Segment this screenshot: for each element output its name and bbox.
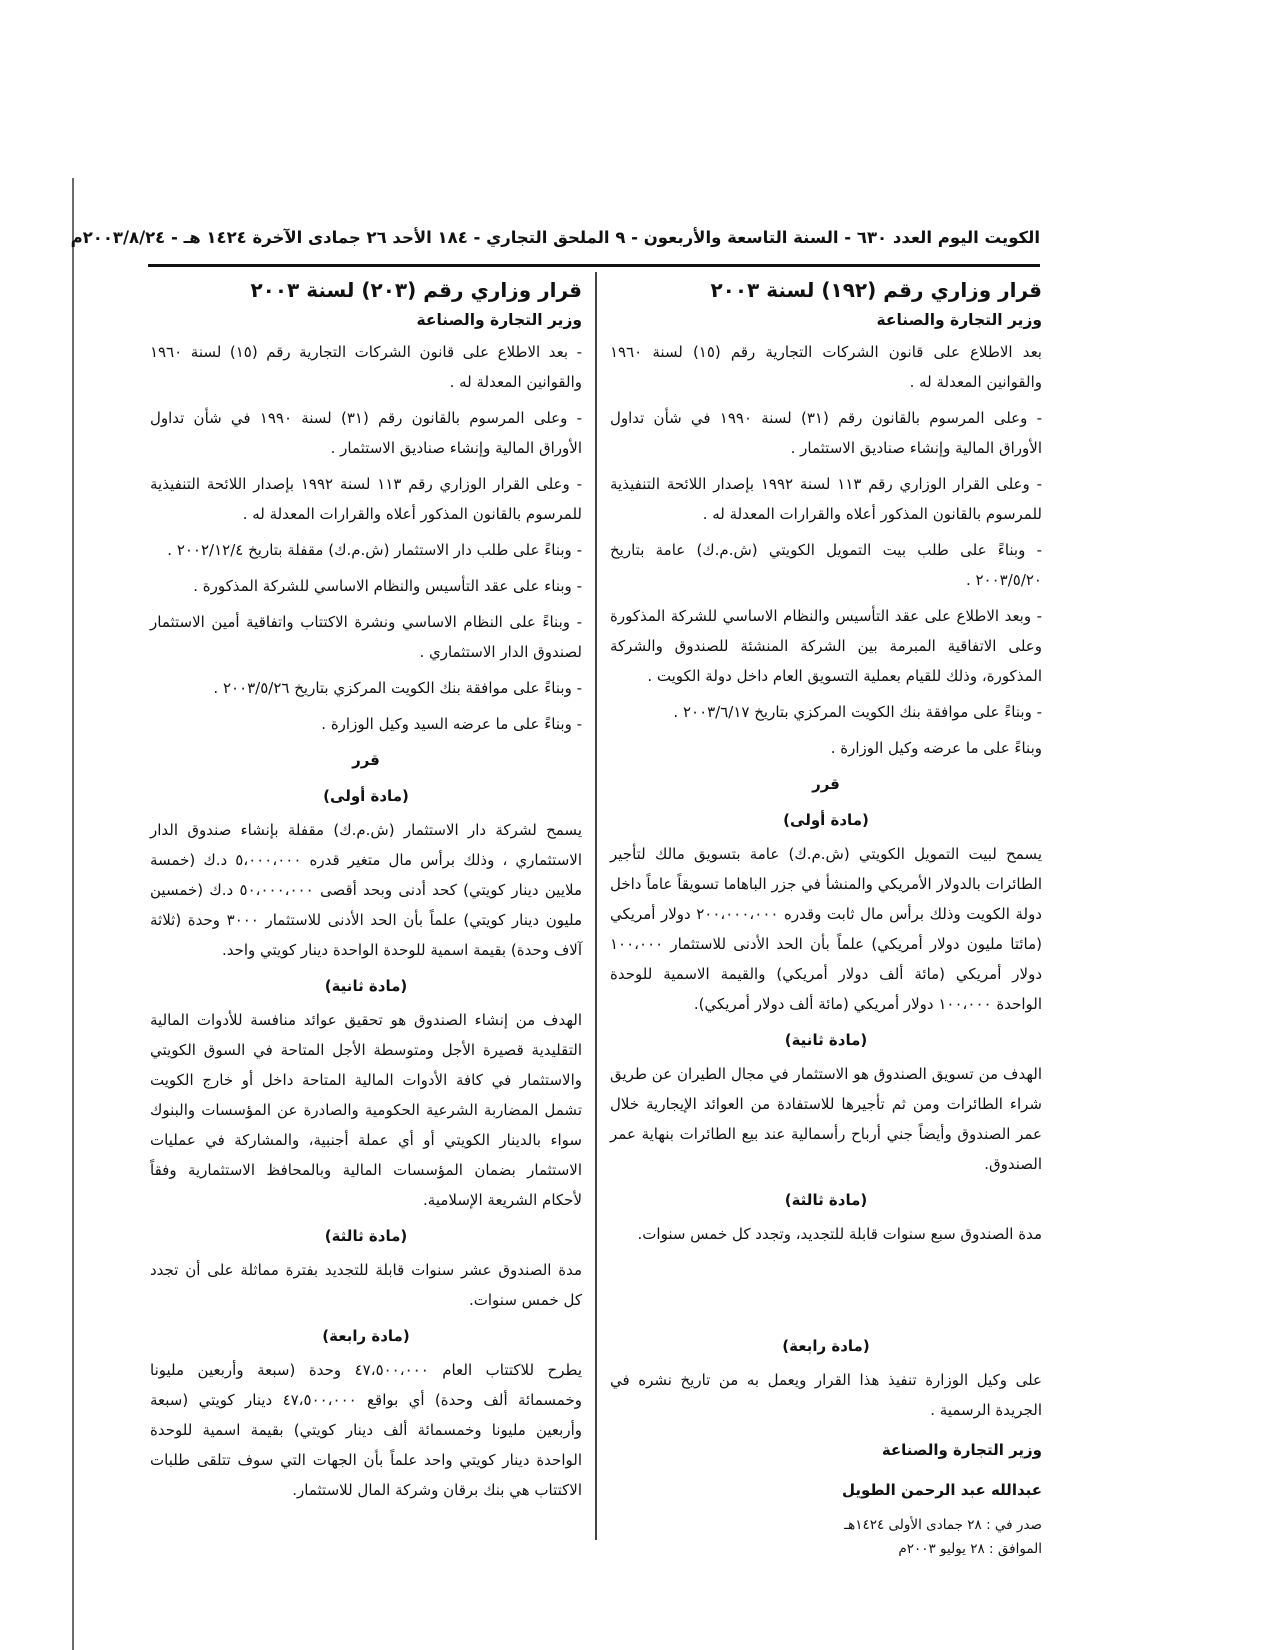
article-4-heading: (مادة رابعة) <box>782 1337 870 1355</box>
decree-192-title: قرار وزاري رقم (١٩٢) لسنة ٢٠٠٣ <box>710 278 1042 302</box>
preamble-paragraph: وبناءً على ما عرضه وكيل الوزارة . <box>830 739 1042 757</box>
preamble-paragraph: - وعلى القرار الوزاري رقم ١١٣ لسنة ١٩٩٢ بإصدار اللائحة التنفيذية للمرسوم بالقانون المذكور أعلاه والقرارات المعدلة له . <box>610 475 1042 523</box>
preamble-paragraph: بعد الاطلاع على قانون الشركات التجارية رقم (١٥) لسنة ١٩٦٠ والقوانين المعدلة له . <box>610 343 1042 391</box>
decree-203-title: قرار وزاري رقم (٢٠٣) لسنة ٢٠٠٣ <box>250 278 582 302</box>
article-2-heading: (مادة ثانية) <box>324 977 408 995</box>
decree-203-issuer: وزير التجارة والصناعة <box>416 311 582 329</box>
decree-192-issuer: وزير التجارة والصناعة <box>876 311 1042 329</box>
signatory-name: عبدالله عبد الرحمن الطويل <box>841 1481 1042 1499</box>
column-divider <box>595 272 597 1540</box>
article-3-text: مدة الصندوق سبع سنوات قابلة للتجديد، وتجدد كل خمس سنوات. <box>637 1225 1042 1243</box>
issued-date-hijri: صدر في : ٢٨ جمادى الأولى ١٤٢٤هـ <box>844 1517 1042 1533</box>
decree-203-column <box>150 275 582 1545</box>
preamble-paragraph: - وبناءً على طلب دار الاستثمار (ش.م.ك) مقفلة بتاريخ ٢٠٠٢/١٢/٤ . <box>167 541 582 559</box>
decided-heading: قرر <box>812 775 840 793</box>
article-4-text: يطرح للاكتتاب العام ٤٧،٥٠٠،٠٠٠ وحدة (سبعة وأربعين مليونا وخمسمائة ألف وحدة) أي بواقع ٤٧،٥٠٠،٠٠٠ دينار كويتي (سبعة وأربعين مليونا وخمسمائة ألف دينار كويتي) بقيمة اسمية للوحدة الواحدة دينار كويتي واحد علماً بأن الجهات التي سوف تتلقى طلبات الاكتتاب هي بنك برقان وشركة المال للاستثمار. <box>150 1361 583 1499</box>
issued-date-gregorian: الموافق : ٢٨ يوليو ٢٠٠٣م <box>898 1541 1042 1557</box>
article-1-heading: (مادة أولى) <box>323 787 409 805</box>
article-3-text: مدة الصندوق عشر سنوات قابلة للتجديد بفترة مماثلة على أن تجدد كل خمس سنوات. <box>150 1261 582 1309</box>
preamble-paragraph: - وبناءً على موافقة بنك الكويت المركزي بتاريخ ٢٠٠٣/٥/٢٦ . <box>213 679 582 697</box>
preamble-paragraph: - بعد الاطلاع على قانون الشركات التجارية رقم (١٥) لسنة ١٩٦٠ والقوانين المعدلة له . <box>150 343 582 391</box>
article-1-text: يسمح لشركة دار الاستثمار (ش.م.ك) مقفلة بإنشاء صندوق الدار الاستثماري ، وذلك برأس مال متغير قدره ٥،٠٠٠،٠٠٠ د.ك (خمسة ملايين دينار كويتي) كحد أدنى وبحد أقصى ٥٠،٠٠٠،٠٠٠ د.ك (خمسين مليون دينار كويتي) علماً بأن الحد الأدنى للاستثمار ٣٠٠٠ وحدة (ثلاثة آلاف وحدة) بقيمة اسمية للوحدة الواحدة دينار كويتي واحد. <box>150 821 582 959</box>
article-2-heading: (مادة ثانية) <box>784 1031 868 1049</box>
preamble-paragraph: - وعلى المرسوم بالقانون رقم (٣١) لسنة ١٩٩٠ في شأن تداول الأوراق المالية وإنشاء صناديق الاستثمار . <box>610 409 1042 457</box>
preamble-paragraph: - وبناءً على موافقة بنك الكويت المركزي بتاريخ ٢٠٠٣/٦/١٧ . <box>673 703 1042 721</box>
article-4-text: على وكيل الوزارة تنفيذ هذا القرار ويعمل به من تاريخ نشره في الجريدة الرسمية . <box>610 1371 1042 1419</box>
header-rule <box>148 264 1040 267</box>
preamble-paragraph: - وعلى المرسوم بالقانون رقم (٣١) لسنة ١٩٩٠ في شأن تداول الأوراق المالية وإنشاء صناديق الاستثمار . <box>150 409 582 457</box>
article-1-text: يسمح لبيت التمويل الكويتي (ش.م.ك) عامة بتسويق مالك لتأجير الطائرات بالدولار الأمريكي والمنشأ في جزر الباهاما تسويقاً عاماً داخل دولة الكويت وذلك برأس مال ثابت وقدره ٢٠٠،٠٠٠،٠٠٠ دولار أمريكي (مائتا مليون دولار أمريكي) علماً بأن الحد الأدنى للاستثمار ١٠٠،٠٠٠ دولار أمريكي (مائة ألف دولار أمريكي) والقيمة الاسمية للوحدة الواحدة ١٠٠،٠٠٠ دولار أمريكي (مائة ألف دولار أمريكي). <box>610 845 1042 1013</box>
gazette-header: الكويت اليوم العدد ٦٣٠ - السنة التاسعة والأربعون - ٩ الملحق التجاري - ١٨٤ الأحد ٢٦ جمادى الآخرة ١٤٢٤ هـ - ٢٠٠٣/٨/٢٤م <box>70 228 1040 247</box>
preamble-paragraph: - وبناءً على ما عرضه السيد وكيل الوزارة . <box>321 715 582 733</box>
preamble-paragraph: - وبعد الاطلاع على عقد التأسيس والنظام الاساسي للشركة المذكورة وعلى الاتفاقية المبرمة بين الشركة المنشئة للصندوق والشركة المذكورة، وذلك للقيام بعملية التسويق العام داخل دولة الكويت . <box>610 607 1042 685</box>
decided-heading: قرر <box>352 751 380 769</box>
article-4-heading: (مادة رابعة) <box>322 1327 410 1345</box>
article-3-heading: (مادة ثالثة) <box>324 1227 408 1245</box>
signatory-title: وزير التجارة والصناعة <box>881 1441 1042 1459</box>
article-2-text: الهدف من تسويق الصندوق هو الاستثمار في مجال الطيران عن طريق شراء الطائرات ومن ثم تأجيرها للاستفادة من العوائد الإيجارية خلال عمر الصندوق وأيضاً جني أرباح رأسمالية عند بيع الطائرات بنهاية عمر الصندوق. <box>610 1065 1042 1173</box>
decree-192-column <box>610 275 1042 1557</box>
article-1-heading: (مادة أولى) <box>783 811 869 829</box>
preamble-paragraph: - وبناء على عقد التأسيس والنظام الاساسي للشركة المذكورة . <box>193 577 582 595</box>
page-margin-line <box>72 178 74 1650</box>
preamble-paragraph: - وبناءً على طلب بيت التمويل الكويتي (ش.م.ك) عامة بتاريخ ٢٠٠٣/٥/٢٠ . <box>610 541 1042 589</box>
article-3-heading: (مادة ثالثة) <box>784 1191 868 1209</box>
preamble-paragraph: - وبناءً على النظام الاساسي ونشرة الاكتتاب واتفاقية أمين الاستثمار لصندوق الدار الاستثماري . <box>150 613 582 661</box>
article-2-text: الهدف من إنشاء الصندوق هو تحقيق عوائد منافسة للأدوات المالية التقليدية قصيرة الأجل ومتوسطة الأجل المتاحة في السوق الكويتي والاستثمار في كافة الأدوات المالية المتاحة داخل أو خارج الكويت تشمل المضاربة الشرعية الحكومية والصادرة عن المؤسسات والبنوك سواء بالدينار الكويتي أو أي عملة أجنبية، والمشاركة في عمليات الاستثمار بضمان المؤسسات المالية وبالمحافظ الاستثمارية وفقاً لأحكام الشريعة الإسلامية. <box>150 1011 582 1209</box>
preamble-paragraph: - وعلى القرار الوزاري رقم ١١٣ لسنة ١٩٩٢ بإصدار اللائحة التنفيذية للمرسوم بالقانون المذكور أعلاه والقرارات المعدلة له . <box>150 475 582 523</box>
